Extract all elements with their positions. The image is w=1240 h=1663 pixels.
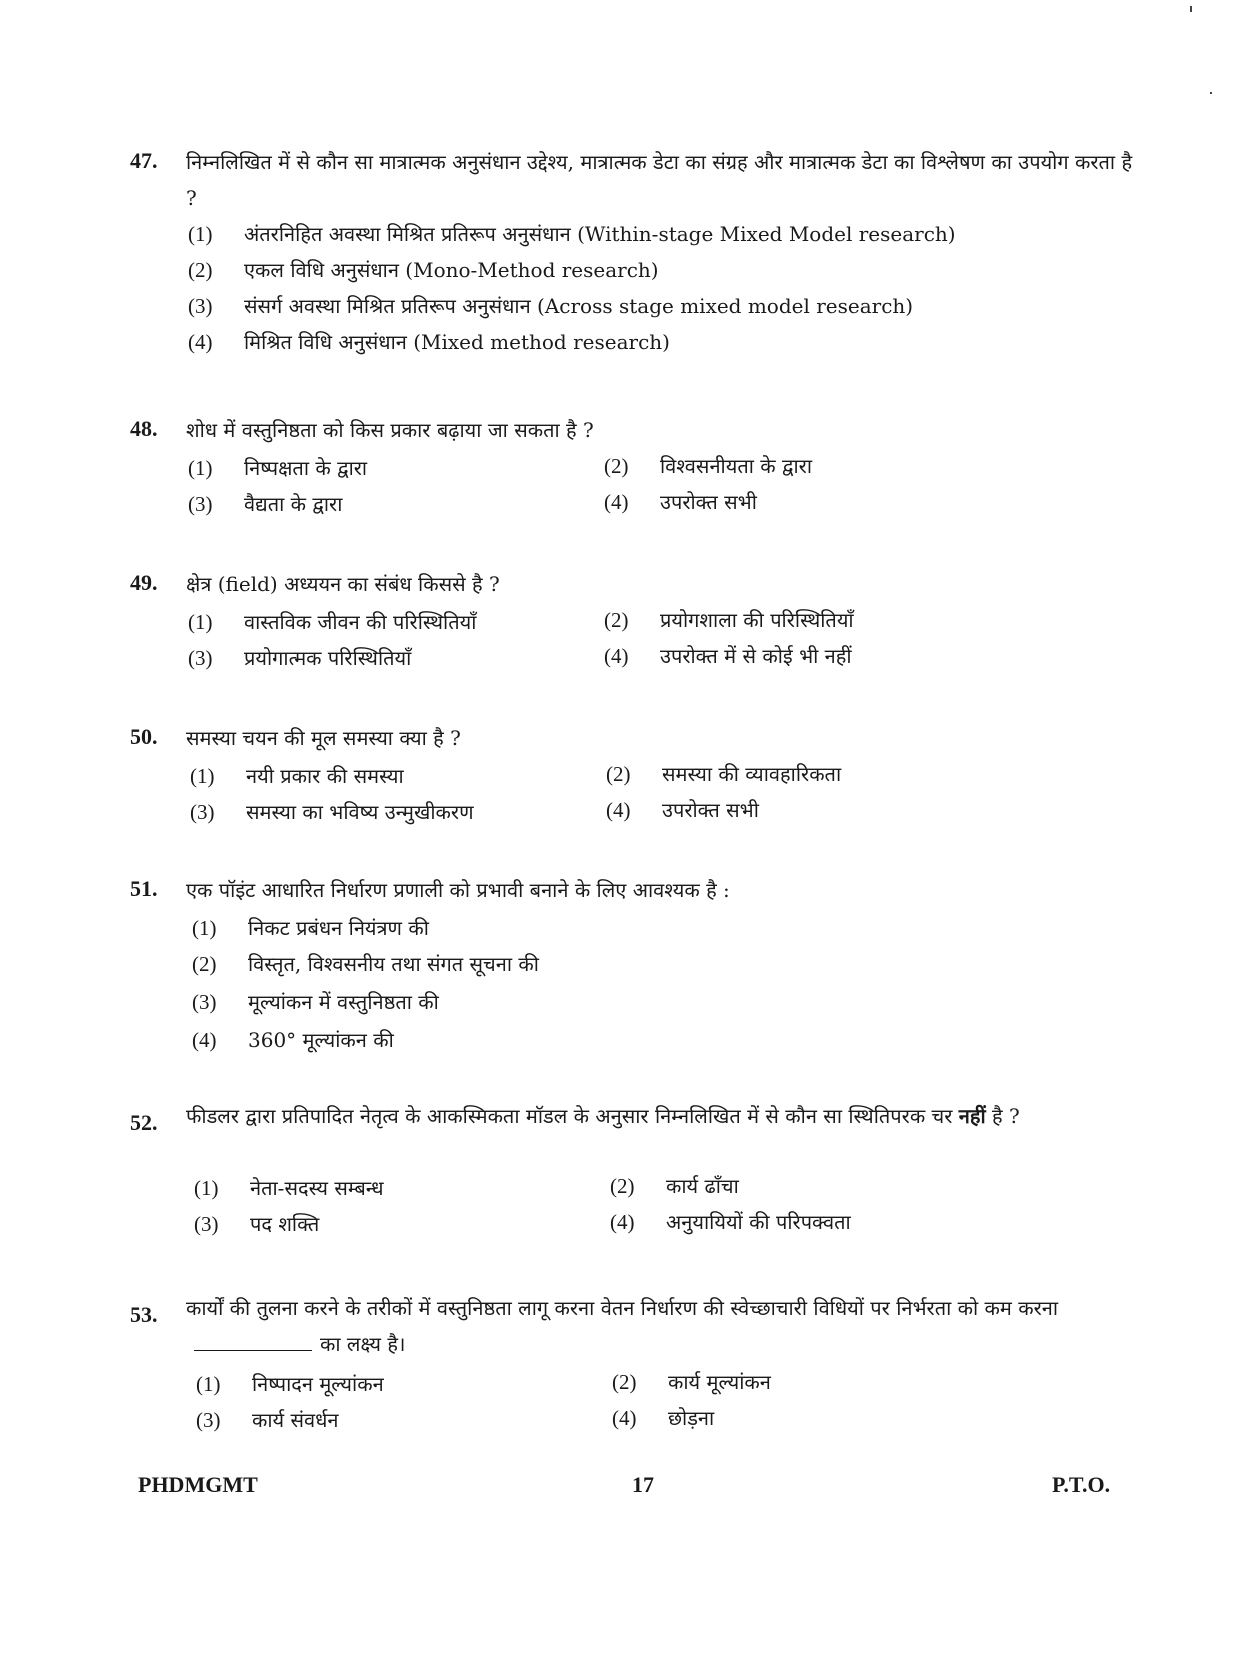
- option-4: [604, 642, 852, 669]
- option-1: [196, 1370, 384, 1397]
- option-text: नयी प्रकार की समस्या: [246, 764, 404, 788]
- option-text: एकल विधि अनुसंधान (Mono-Method research): [244, 258, 659, 282]
- option-text: अंतरनिहित अवस्था मिश्रित प्रतिरूप अनुसंधान (Within-stage Mixed Model research): [244, 222, 956, 246]
- option-number: (3): [196, 1408, 221, 1432]
- option-number: (2): [610, 1174, 635, 1198]
- question-text: एक पॉइंट आधारित निर्धारण प्रणाली को प्रभावी बनाने के लिए आवश्यक है :: [186, 878, 730, 902]
- option-number: (4): [604, 644, 629, 668]
- option-text: विश्वसनीयता के द्वारा: [660, 454, 813, 478]
- question-text: समस्या चयन की मूल समस्या क्या है ?: [186, 726, 461, 750]
- scan-speck: [1210, 92, 1212, 94]
- option-number: (4): [606, 798, 631, 822]
- option-number: (2): [192, 952, 217, 976]
- option-4: [612, 1404, 714, 1431]
- option-text: पद शक्ति: [250, 1212, 320, 1236]
- question-number: 49.: [130, 570, 158, 595]
- question-number: 47.: [130, 148, 158, 173]
- option-2: [606, 760, 841, 787]
- option-number: (2): [606, 762, 631, 786]
- option-number: (2): [612, 1370, 637, 1394]
- question-text-end: है ?: [992, 1104, 1020, 1128]
- option-3: [194, 1210, 319, 1237]
- option-text: प्रयोगशाला की परिस्थितियाँ: [660, 608, 854, 632]
- option-2: [192, 950, 539, 977]
- option-number: (1): [194, 1176, 219, 1200]
- option-1: [194, 1174, 384, 1201]
- question-text-main: फीडलर द्वारा प्रतिपादित नेतृत्व के आकस्मिकता मॉडल के अनुसार निम्नलिखित में से कौन सा स्थितिपरक चर: [186, 1104, 953, 1128]
- option-2: [604, 606, 854, 633]
- question-number: 53.: [130, 1302, 158, 1327]
- option-3: [188, 292, 913, 319]
- option-text: छोड़ना: [668, 1406, 715, 1430]
- option-1: [188, 220, 956, 247]
- option-3: [188, 644, 411, 671]
- option-text: नेता-सदस्य सम्बन्ध: [250, 1176, 384, 1200]
- option-text: कार्य संवर्धन: [252, 1408, 339, 1432]
- pto-label: P.T.O.: [1052, 1472, 1111, 1497]
- option-text: निष्पादन मूल्यांकन: [252, 1372, 384, 1396]
- question-text-emphasis: नहीं: [958, 1104, 986, 1128]
- paper-code: PHDMGMT: [138, 1472, 258, 1497]
- option-1: [190, 762, 404, 789]
- option-text: उपरोक्त सभी: [662, 798, 759, 822]
- option-number: (1): [192, 916, 217, 940]
- option-number: (3): [188, 492, 213, 516]
- option-number: (2): [188, 258, 213, 282]
- option-4: [610, 1208, 851, 1235]
- question-text: क्षेत्र (field) अध्ययन का संबंध किससे है ?: [186, 572, 500, 596]
- option-number: (1): [188, 610, 213, 634]
- option-4: [188, 328, 670, 355]
- option-number: (1): [188, 222, 213, 246]
- option-text: समस्या की व्यावहारिकता: [662, 762, 842, 786]
- option-4: [606, 796, 759, 823]
- option-1: [188, 608, 476, 635]
- option-number: (4): [604, 490, 629, 514]
- option-text: निकट प्रबंधन नियंत्रण की: [248, 916, 429, 940]
- question-text: निम्नलिखित में से कौन सा मात्रात्मक अनुसंधान उद्देश्य, मात्रात्मक डेटा का संग्रह और मात्रात्मक डेटा का विश्लेषण का उपयोग करता है ?: [186, 150, 1133, 210]
- question-number: 48.: [130, 416, 158, 441]
- option-number: (3): [190, 800, 215, 824]
- option-2: [604, 452, 812, 479]
- option-text: संसर्ग अवस्था मिश्रित प्रतिरूप अनुसंधान (Across stage mixed model research): [244, 294, 914, 318]
- question-text: [186, 1098, 1136, 1134]
- option-number: (3): [194, 1212, 219, 1236]
- option-2: [188, 256, 659, 283]
- option-number: (3): [188, 294, 213, 318]
- option-4: [604, 488, 757, 515]
- option-number: (4): [188, 330, 213, 354]
- question-number: 51.: [130, 876, 158, 901]
- option-text: समस्या का भविष्य उन्मुखीकरण: [246, 800, 474, 824]
- option-number: (3): [188, 646, 213, 670]
- option-4: [192, 1026, 394, 1053]
- option-3: [188, 490, 342, 517]
- option-number: (4): [192, 1028, 217, 1052]
- option-number: (1): [190, 764, 215, 788]
- option-text: मूल्यांकन में वस्तुनिष्ठता की: [248, 990, 439, 1014]
- option-text: निष्पक्षता के द्वारा: [244, 456, 368, 480]
- question-text-main: कार्यों की तुलना करने के तरीकों में वस्तुनिष्ठता लागू करना वेतन निर्धारण की स्वेच्छाचारी विधियों पर निर्भरता को कम करना: [186, 1296, 1059, 1320]
- question-number: 50.: [130, 724, 158, 749]
- option-text: अनुयायियों की परिपक्वता: [666, 1210, 851, 1234]
- option-text: वास्तविक जीवन की परिस्थितियाँ: [244, 610, 477, 634]
- option-text: विस्तृत, विश्वसनीय तथा संगत सूचना की: [248, 952, 539, 976]
- option-1: [188, 454, 367, 481]
- option-2: [612, 1368, 771, 1395]
- option-1: [192, 914, 429, 941]
- option-text: उपरोक्त में से कोई भी नहीं: [660, 644, 852, 668]
- option-text: कार्य ढाँचा: [666, 1174, 739, 1198]
- option-3: [190, 798, 474, 825]
- option-number: (1): [188, 456, 213, 480]
- page-number: 17: [632, 1472, 654, 1497]
- question-text-end: का लक्ष्य है।: [320, 1332, 406, 1356]
- option-number: (4): [610, 1210, 635, 1234]
- scan-speck: [1190, 6, 1192, 12]
- option-number: (3): [192, 990, 217, 1014]
- fill-in-blank: [194, 1350, 312, 1351]
- option-number: (2): [604, 454, 629, 478]
- option-text: 360° मूल्यांकन की: [248, 1028, 394, 1052]
- option-number: (2): [604, 608, 629, 632]
- option-3: [192, 988, 439, 1015]
- option-number: (4): [612, 1406, 637, 1430]
- question-text: शोध में वस्तुनिष्ठता को किस प्रकार बढ़ाया जा सकता है ?: [186, 418, 594, 442]
- option-number: (1): [196, 1372, 221, 1396]
- option-2: [610, 1172, 739, 1199]
- option-3: [196, 1406, 339, 1433]
- option-text: उपरोक्त सभी: [660, 490, 757, 514]
- question-text: [186, 1290, 1136, 1362]
- option-text: वैद्यता के द्वारा: [244, 492, 343, 516]
- option-text: कार्य मूल्यांकन: [668, 1370, 771, 1394]
- question-number: 52.: [130, 1110, 158, 1135]
- option-text: प्रयोगात्मक परिस्थितियाँ: [244, 646, 412, 670]
- option-text: मिश्रित विधि अनुसंधान (Mixed method research): [244, 330, 670, 354]
